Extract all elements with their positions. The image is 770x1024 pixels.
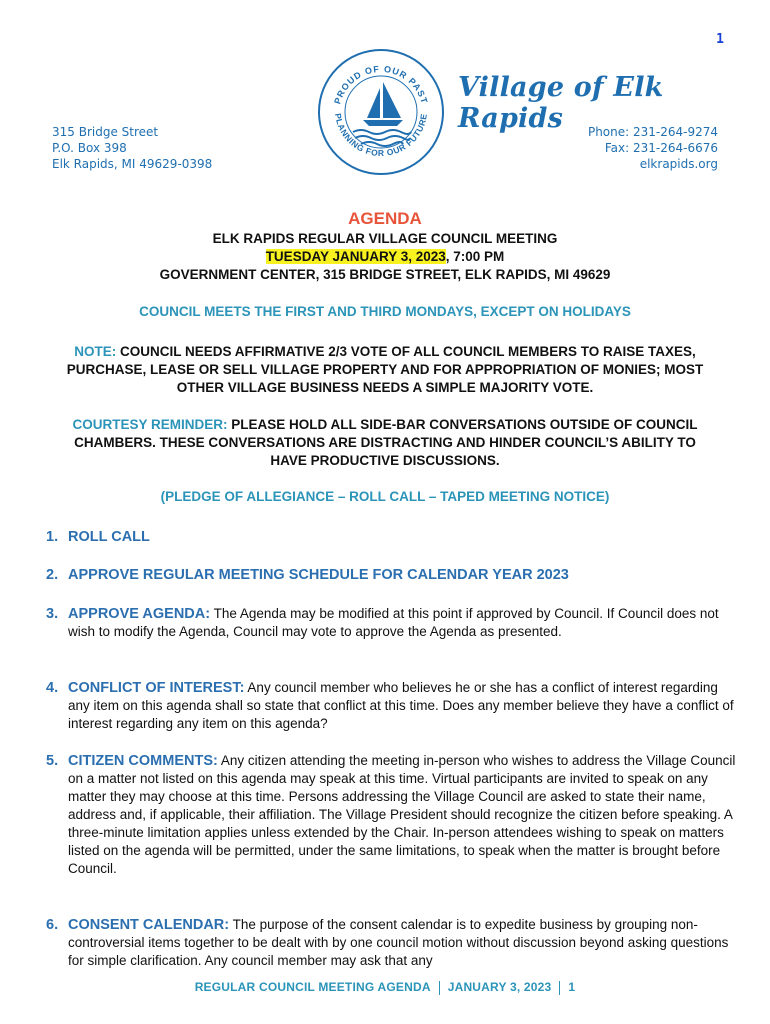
phone-number: Phone: 231-264-9274 bbox=[587, 125, 718, 139]
item-title: CONFLICT OF INTEREST: bbox=[68, 680, 245, 696]
item-title: CITIZEN COMMENTS: bbox=[68, 753, 218, 769]
footer-page: 1 bbox=[568, 980, 576, 994]
schedule-notice: COUNCIL MEETS THE FIRST AND THIRD MONDAYS, EXCEPT ON HOLIDAYS bbox=[139, 304, 631, 319]
courtesy-label: COURTESY REMINDER: bbox=[72, 417, 228, 432]
svg-text:PLANNING FOR OUR FUTURE: PLANNING FOR OUR FUTURE bbox=[333, 112, 429, 159]
item-number: 6. bbox=[46, 917, 59, 933]
agenda-item bbox=[46, 752, 736, 878]
footer-divider bbox=[439, 981, 440, 995]
meeting-datetime bbox=[0, 249, 770, 264]
item-text: Any council member who believes he or she has a conflict of interest regarding any item on this agenda shall so state that conflict at this time. Does any member believe they have a conflict of interest regarding any item on this agenda? bbox=[68, 680, 734, 731]
meeting-time: , 7:00 PM bbox=[445, 249, 505, 264]
courtesy-text: PLEASE HOLD ALL SIDE-BAR CONVERSATIONS OUTSIDE OF COUNCIL CHAMBERS. THESE CONVERSATIONS ARE DISTRACTING AND HINDER COUNCIL’S ABILITY TO HAVE PRODUCTIVE DISCUSSIONS. bbox=[74, 417, 698, 468]
note-text: COUNCIL NEEDS AFFIRMATIVE 2/3 VOTE OF ALL COUNCIL MEMBERS TO RAISE TAXES, PURCHASE, LEASE OR SELL VILLAGE PROPERTY AND FOR APPROPRIATION OF MONIES; MOST OTHER VILLAGE BUSINESS NEEDS A SIMPLE MAJORITY VOTE. bbox=[66, 344, 704, 395]
agenda-item bbox=[46, 916, 736, 970]
address-line: P.O. Box 398 bbox=[52, 141, 127, 155]
item-title: APPROVE AGENDA: bbox=[68, 606, 211, 622]
courtesy-reminder bbox=[60, 416, 710, 470]
note-label: NOTE: bbox=[74, 344, 117, 359]
item-number: 4. bbox=[46, 680, 59, 696]
footer-date: JANUARY 3, 2023 bbox=[447, 980, 552, 994]
contact-info bbox=[588, 124, 718, 172]
svg-text:PROUD OF OUR PAST: PROUD OF OUR PAST bbox=[332, 63, 430, 106]
footer-divider bbox=[559, 981, 560, 995]
agenda-item bbox=[46, 605, 736, 641]
mailing-address bbox=[52, 124, 212, 172]
address-line: Elk Rapids, MI 49629-0398 bbox=[52, 157, 213, 171]
meeting-name: ELK RAPIDS REGULAR VILLAGE COUNCIL MEETING bbox=[212, 231, 558, 246]
agenda-item bbox=[46, 528, 736, 546]
meeting-location: GOVERNMENT CENTER, 315 BRIDGE STREET, ELK RAPIDS, MI 49629 bbox=[159, 267, 611, 282]
item-title: APPROVE REGULAR MEETING SCHEDULE FOR CALENDAR YEAR 2023 bbox=[68, 567, 569, 583]
vote-note bbox=[60, 343, 710, 397]
page-number: 1 bbox=[716, 32, 724, 47]
village-seal-logo bbox=[317, 48, 445, 176]
item-text: Any citizen attending the meeting in-person who wishes to address the Village Council on a matter not listed on this agenda may speak at this time. Virtual participants are invited to speak on any matter they may choose at this time. Persons addressing the Village Council are asked to state their name, address and, if applicable, their affiliation. The Village President should recognize the citizen before speaking. A three-minute limitation applies unless extended by the Chair. In-person attendees wishing to speak on matters listed on the agenda will be permitted, under the same limitations, to speak when the matter is brought before Council. bbox=[68, 753, 736, 876]
item-text: The Agenda may be modified at this point if approved by Council. If Council does not wish to modify the Agenda, Council may vote to approve the Agenda as presented. bbox=[68, 606, 719, 639]
agenda-item bbox=[46, 566, 736, 584]
website-link[interactable]: elkrapids.org bbox=[639, 157, 718, 171]
page-footer bbox=[0, 980, 770, 995]
agenda-item bbox=[46, 679, 736, 733]
footer-doc-title: REGULAR COUNCIL MEETING AGENDA bbox=[194, 980, 431, 994]
item-number: 2. bbox=[46, 567, 59, 583]
item-number: 5. bbox=[46, 753, 59, 769]
item-text: The purpose of the consent calendar is to expedite business by grouping non-controversial items together to be dealt with by one council motion without discussion beyond asking questions for simple clarification. Any council member may ask that any bbox=[68, 917, 729, 968]
fax-number: Fax: 231-264-6676 bbox=[604, 141, 718, 155]
address-line: 315 Bridge Street bbox=[52, 125, 159, 139]
item-number: 3. bbox=[46, 606, 59, 622]
item-title: CONSENT CALENDAR: bbox=[68, 917, 230, 933]
pledge-line: (PLEDGE OF ALLEGIANCE – ROLL CALL – TAPED MEETING NOTICE) bbox=[160, 489, 610, 504]
agenda-title: AGENDA bbox=[348, 209, 422, 228]
meeting-date: TUESDAY JANUARY 3, 2023 bbox=[265, 249, 446, 264]
item-title: ROLL CALL bbox=[68, 529, 150, 545]
village-title: Village of Elk Rapids bbox=[458, 72, 664, 134]
item-number: 1. bbox=[46, 529, 59, 545]
